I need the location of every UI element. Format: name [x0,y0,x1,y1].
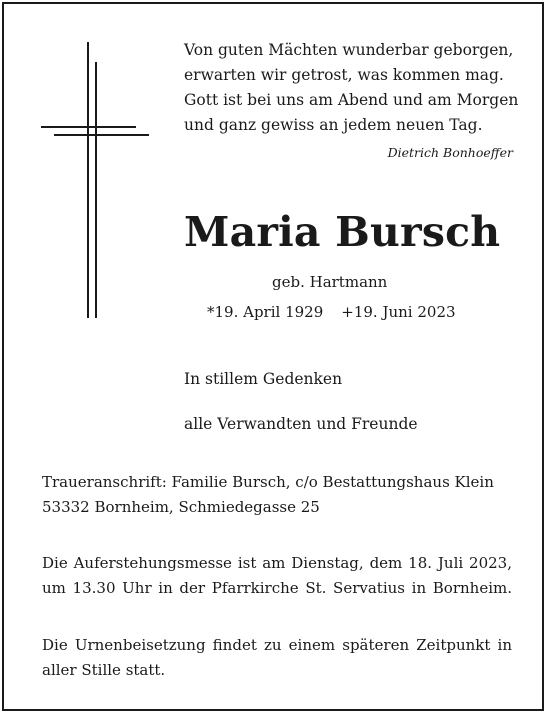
mourning-address [42,470,512,520]
mourners: alle Verwandten und Freunde [184,415,418,433]
address-line: 53332 Bornheim, Schmiedegasse 25 [42,498,320,516]
birth-date: *19. April 1929 [207,303,324,321]
mass-line: Die Auferstehungsmesse ist am Dienstag, dem 18. Juli 2023, [42,554,512,572]
mass-line: um 13.30 Uhr in der Pfarrkirche St. Servatius in Bornheim. [42,579,512,597]
deceased-name: Maria Bursch [184,208,501,256]
birth-name: geb. Hartmann [272,273,388,291]
address-line: Traueranschrift: Familie Bursch, c/o Bestattungshaus Klein [42,473,494,491]
poem-line: Gott ist bei uns am Abend und am Morgen [184,91,519,109]
poem-line: erwarten wir getrost, was kommen mag. [184,66,504,84]
remembrance-phrase: In stillem Gedenken [184,370,343,388]
mass-notice [42,551,512,601]
urn-notice [42,633,512,683]
urn-line: Die Urnenbeisetzung findet zu einem späteren Zeitpunkt in [42,636,512,654]
death-date: +19. Juni 2023 [341,303,456,321]
urn-line: aller Stille statt. [42,661,166,679]
poem-line: und ganz gewiss an jedem neuen Tag. [184,116,483,134]
poem-author: Dietrich Bonhoeffer [387,145,513,160]
cross-icon [0,0,160,330]
poem-line: Von guten Mächten wunderbar geborgen, [184,41,514,59]
life-dates [207,303,456,321]
poem-quote [184,38,524,138]
